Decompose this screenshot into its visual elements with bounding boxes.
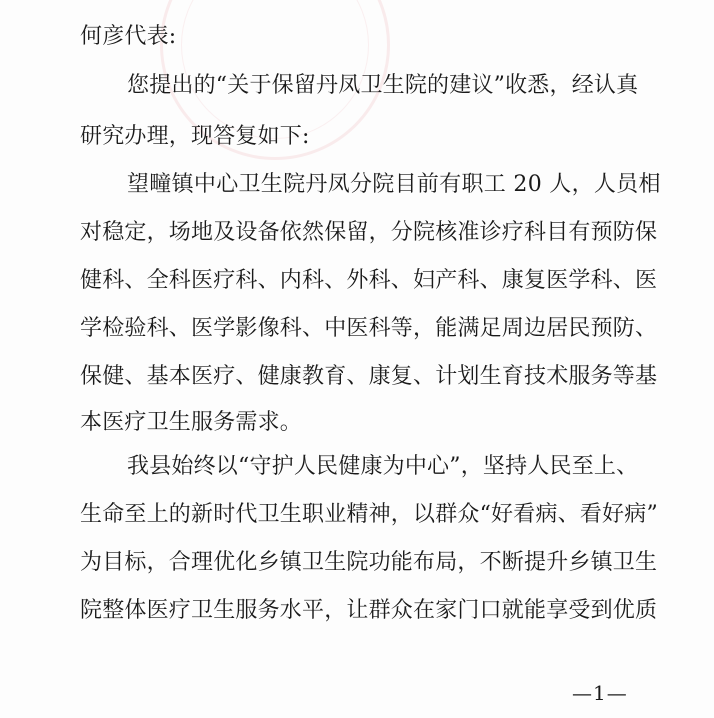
paragraph-3-line-1: 我县始终以“守护人民健康为中心”，坚持人民至上、	[127, 454, 639, 479]
paragraph-2-line-6: 本医疗卫生服务需求。	[80, 410, 303, 435]
paragraph-1-line-1: 您提出的“关于保留丹凤卫生院的建议”收悉，经认真	[127, 73, 639, 98]
paragraph-2-line-4: 学检验科、医学影像科、中医科等，能满足周边居民预防、	[80, 316, 658, 341]
paragraph-2-line-5: 保健、基本医疗、健康教育、康复、计划生育技术服务等基	[80, 364, 658, 389]
paragraph-2-line-2: 对稳定，场地及设备依然保留，分院核准诊疗科目有预防保	[80, 220, 658, 245]
paragraph-3-line-2: 生命至上的新时代卫生职业精神，以群众“好看病、看好病”	[80, 502, 658, 527]
paragraph-3-line-4: 院整体医疗卫生服务水平，让群众在家门口就能享受到优质	[80, 598, 658, 623]
paragraph-2-line-3: 健科、全科医疗科、内科、外科、妇产科、康复医学科、医	[80, 268, 658, 293]
salutation: 何彦代表:	[80, 24, 177, 49]
paragraph-1-line-2: 研究办理，现答复如下:	[80, 124, 310, 149]
paragraph-3-line-3: 为目标，合理优化乡镇卫生院功能布局，不断提升乡镇卫生	[80, 550, 658, 575]
page-number: —1—	[572, 681, 628, 705]
paragraph-2-line-1: 望疃镇中心卫生院丹凤分院目前有职工 20 人，人员相	[127, 172, 661, 197]
